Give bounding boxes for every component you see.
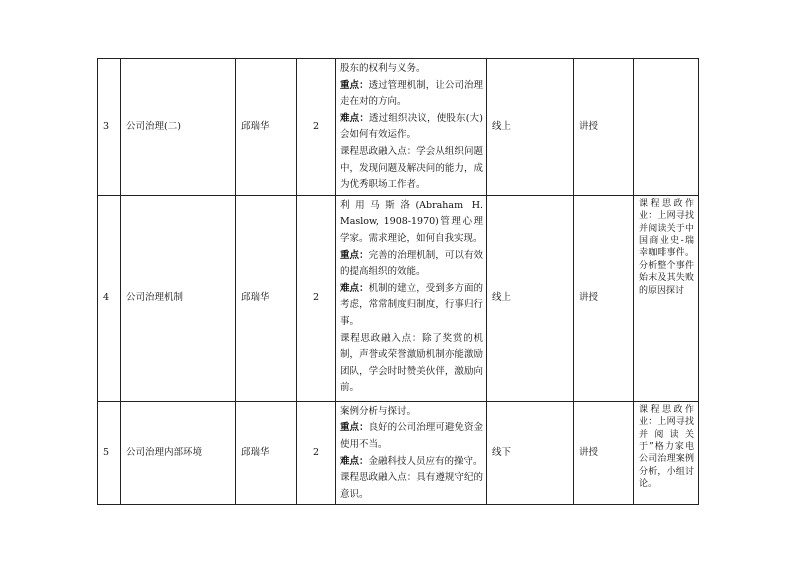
- homework: [634, 195, 699, 401]
- table-row: [98, 195, 699, 401]
- difficulty-label: 难点：: [340, 282, 369, 294]
- content-key-point: [340, 420, 483, 453]
- key-point-label: 重点：: [340, 249, 369, 261]
- homework-text: 课程思政作业：上网寻找并阅读关于”格力家电公司治理案例分析，小组讨论。: [639, 404, 694, 490]
- content-difficulty: [340, 281, 483, 331]
- course-name: 公司治理机制: [121, 195, 236, 401]
- row-index: 5: [98, 401, 121, 505]
- difficulty-text: 金融科技人员应有的操守。: [368, 455, 483, 467]
- teacher-name: 邱瑞华: [236, 401, 297, 505]
- content-difficulty: [340, 111, 483, 144]
- key-point-text: 良好的公司治理可避免资金使用不当。: [340, 422, 483, 450]
- content-ideology: 课程思政融入点：具有遵规守纪的意识。: [340, 472, 483, 500]
- course-name: 公司治理内部环境: [121, 401, 236, 505]
- content-difficulty: [340, 454, 483, 471]
- teaching-mode: 线上: [487, 195, 574, 401]
- key-point-text: 完善的治理机制，可以有效的提高组织的效能。: [340, 249, 483, 278]
- teaching-content: [336, 59, 487, 196]
- content-key-point: [340, 78, 483, 111]
- class-hours: 2: [297, 195, 336, 401]
- class-hours: 2: [297, 59, 336, 196]
- homework: [634, 401, 699, 505]
- teaching-content: [336, 195, 487, 401]
- teaching-method: 讲授: [574, 401, 634, 505]
- content-key-point: [340, 248, 483, 281]
- difficulty-label: 难点：: [340, 112, 370, 124]
- key-point-label: 重点：: [340, 79, 369, 91]
- row-index: 4: [98, 195, 121, 401]
- row-index: 3: [98, 59, 121, 196]
- teaching-method: 讲授: [574, 59, 634, 196]
- content-ideology: 课程思政融入点：学会从组织问题中，发现问题及解决问的能力，成为优秀职场工作者。: [340, 145, 483, 191]
- table-row: [98, 401, 699, 505]
- table-row: [98, 59, 699, 196]
- teaching-content: [336, 401, 487, 505]
- difficulty-text: 透过组织决议，使股东(大)会如何有效运作。: [340, 112, 483, 141]
- difficulty-label: 难点：: [340, 455, 369, 467]
- homework: [634, 59, 699, 196]
- course-schedule-table: [97, 58, 699, 505]
- content-intro: 利用马斯洛(Abraham H. Maslow, 1908-1970)管理心理学家。需求理论，如何自我实现。: [340, 199, 483, 244]
- content-intro: 股东的权利与义务。: [340, 63, 426, 74]
- teacher-name: 邱瑞华: [236, 195, 297, 401]
- teaching-mode: 线上: [487, 59, 574, 196]
- content-intro: 案例分析与探讨。: [340, 405, 417, 417]
- teaching-mode: 线下: [487, 401, 574, 505]
- course-name: 公司治理(二): [121, 59, 236, 196]
- homework-text: 课程思政作业：上网寻找并阅读关于中国商业史-瑞幸咖啡事件。分析整个事件始末及其失败的原因探讨: [639, 198, 694, 296]
- teacher-name: 邱瑞华: [236, 59, 297, 196]
- content-ideology: 课程思政融入点：除了奖赏的机制，声誉或荣誉激励机制亦能激励团队，学会时时赞美伙伴，激励向前。: [340, 332, 483, 394]
- difficulty-text: 机制的建立，受到多方面的考虑，常常制度归制度，行事归行事。: [340, 282, 483, 327]
- class-hours: 2: [297, 401, 336, 505]
- key-point-label: 重点：: [340, 422, 369, 434]
- teaching-method: 讲授: [574, 195, 634, 401]
- key-point-text: 透过管理机制，让公司治理走在对的方向。: [340, 79, 483, 108]
